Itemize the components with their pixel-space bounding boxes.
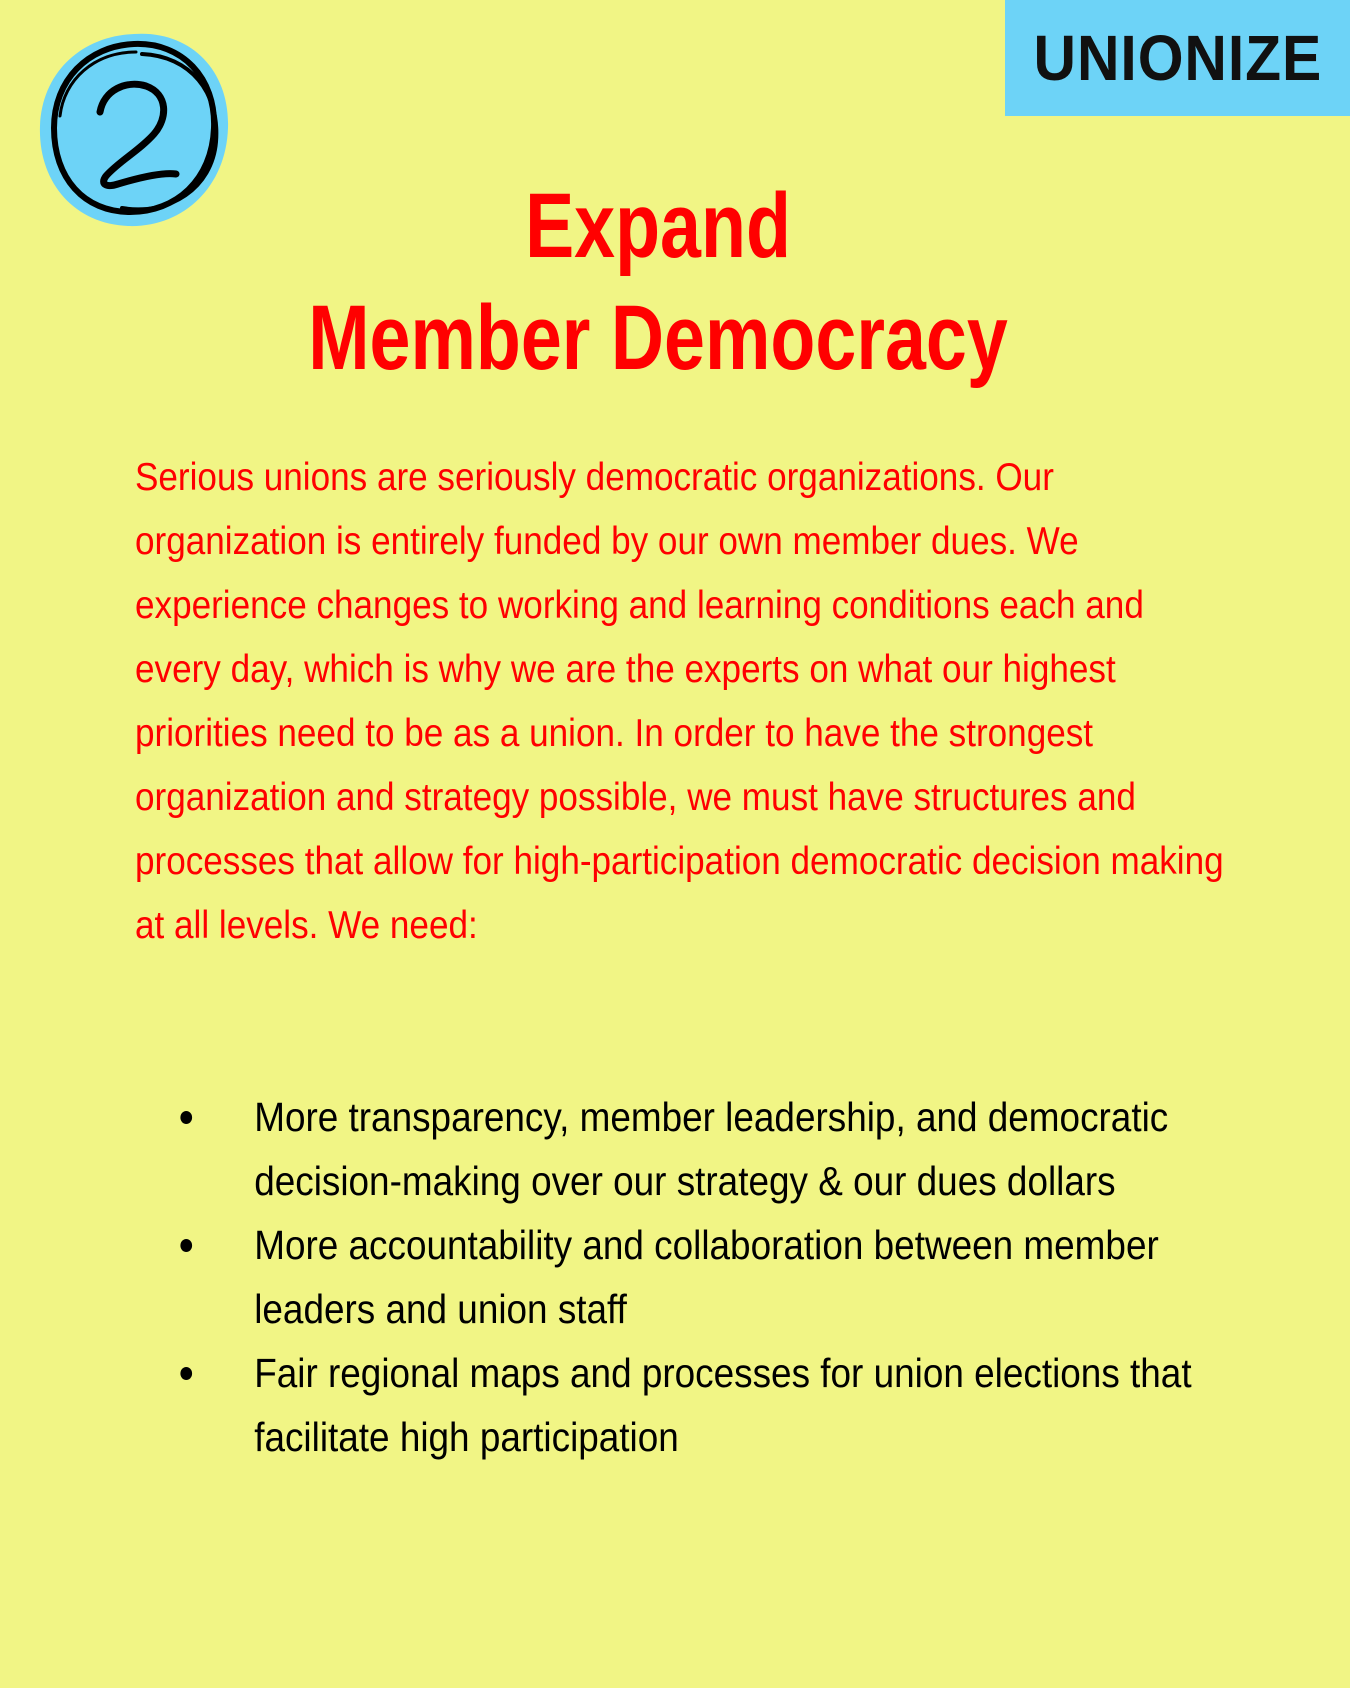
intro-paragraph: Serious unions are seriously democratic organizations. Our organization is entirely funded by our own member dues. We experience changes to working and learning conditions each and every day, which is why we are the experts on what our highest priorities need to be as a union. In order to have the strongest organization and strategy possible, we must have structures and processes that allow for high-participation democratic decision making at all levels. We need: <box>135 456 1224 947</box>
list-item <box>175 1085 1192 1213</box>
unionize-badge-label: UNIONIZE <box>1033 22 1322 94</box>
title-line-2: Member Democracy <box>308 287 1008 389</box>
list-item-text: Fair regional maps and processes for union elections that facilitate high participation <box>254 1350 1192 1460</box>
needs-list <box>175 1085 1192 1469</box>
list-item-text: More transparency, member leadership, and democratic decision-making over our strategy & our dues dollars <box>254 1094 1169 1204</box>
title-line-1: Expand <box>525 175 791 277</box>
unionize-badge <box>1005 0 1350 116</box>
page-title <box>0 170 1316 394</box>
list-item-text: More accountability and collaboration between member leaders and union staff <box>254 1222 1159 1332</box>
bullet-icon <box>180 1111 192 1124</box>
bullet-icon <box>180 1367 192 1380</box>
list-item <box>175 1341 1192 1469</box>
bullet-icon <box>180 1239 192 1252</box>
list-item <box>175 1213 1192 1341</box>
